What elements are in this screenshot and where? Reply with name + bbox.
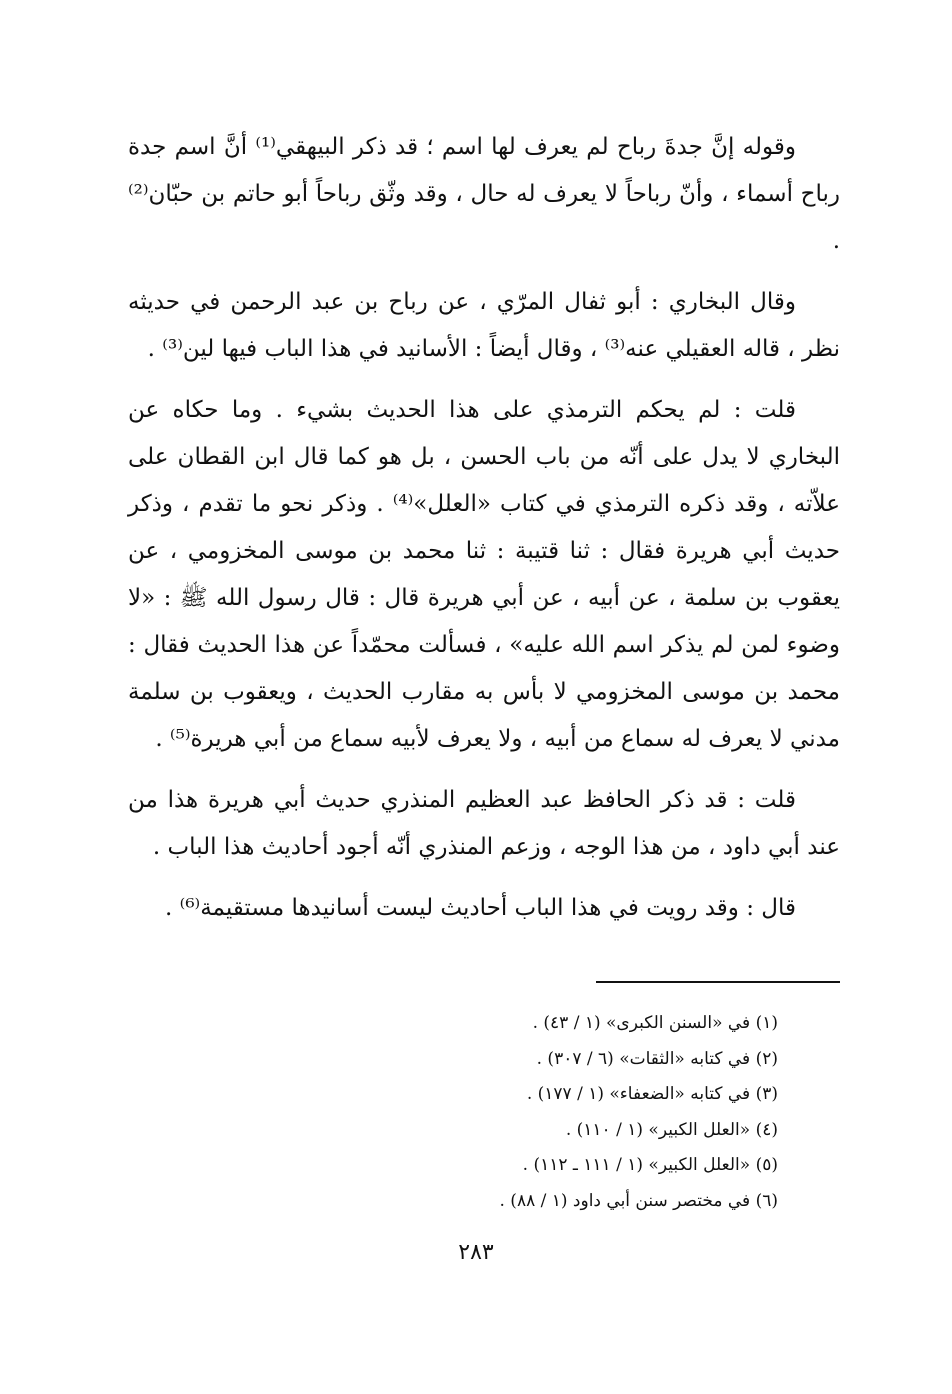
main-text	[128, 124, 840, 946]
paragraph-5: قال : وقد رويت في هذا الباب أحاديث ليست أسانيدها مستقيمة⁽⁶⁾ .	[165, 895, 796, 921]
paragraph-2: وقال البخاري : أبو ثفال المرّي ، عن رباح بن عبد الرحمن في حديثه نظر ، قاله العقيلي عنه⁽³⁾ ، وقال أيضاً : الأسانيد في هذا الباب فيها لين⁽³⁾ .	[128, 289, 840, 362]
footnote-3: (٣) في كتابه «الضعفاء» (١ / ١٧٧) .	[526, 1084, 778, 1104]
footnote-divider	[596, 981, 840, 983]
footnote-5: (٥) «العلل الكبير» (١ / ١١١ ـ ١١٢) .	[522, 1155, 778, 1175]
footnote-6: (٦) في مختصر سنن أبي داود (١ / ٨٨) .	[499, 1190, 778, 1211]
footnotes	[178, 1006, 778, 1219]
paragraph-1: وقوله إنَّ جدةَ رباح لم يعرف لها اسم ؛ قد ذكر البيهقي⁽¹⁾ أنَّ اسم جدة رباح أسماء ، وأنّ رباحاً لا يعرف له حال ، وقد وثّق رباحاً أبو حاتم بن حبّان⁽²⁾ .	[128, 134, 840, 254]
footnote-1: (١) في «السنن الكبرى» (١ / ٤٣) .	[532, 1013, 778, 1033]
page-number: ٢٨٣	[458, 1240, 494, 1265]
footnote-2: (٢) في كتابه «الثقات» (٦ / ٣٠٧) .	[536, 1048, 778, 1069]
footnote-4: (٤) «العلل الكبير» (١ / ١١٠) .	[565, 1119, 778, 1140]
paragraph-4: قلت : قد ذكر الحافظ عبد العظيم المنذري حديث أبي هريرة هذا من عند أبي داود ، من هذا الوجه ، وزعم المنذري أنّه أجود أحاديث هذا الباب .	[128, 787, 840, 860]
paragraph-3: قلت : لم يحكم الترمذي على هذا الحديث بشيء . وما حكاه عن البخاري لا يدل على أنّه من باب الحسن ، بل هو كما قال ابن القطان على علاّته ، وقد ذكره الترمذي في كتاب «العلل»⁽⁴⁾ . وذكر نحو ما تقدم ، وذكر حديث أبي هريرة فقال : ثنا قتيبة : ثنا محمد بن موسى المخزومي ، عن يعقوب بن سلمة ، عن أبيه ، عن أبي هريرة قال : قال رسول الله ﷺ : «لا وضوء لمن لم يذكر اسم الله عليه» ، فسألت محمّداً عن هذا الحديث فقال : محمد بن موسى المخزومي لا بأس به مقارب الحديث ، ويعقوب بن سلمة مدني لا يعرف له سماع من أبيه ، ولا يعرف لأبيه سماع من أبي هريرة⁽⁵⁾ .	[128, 397, 840, 752]
